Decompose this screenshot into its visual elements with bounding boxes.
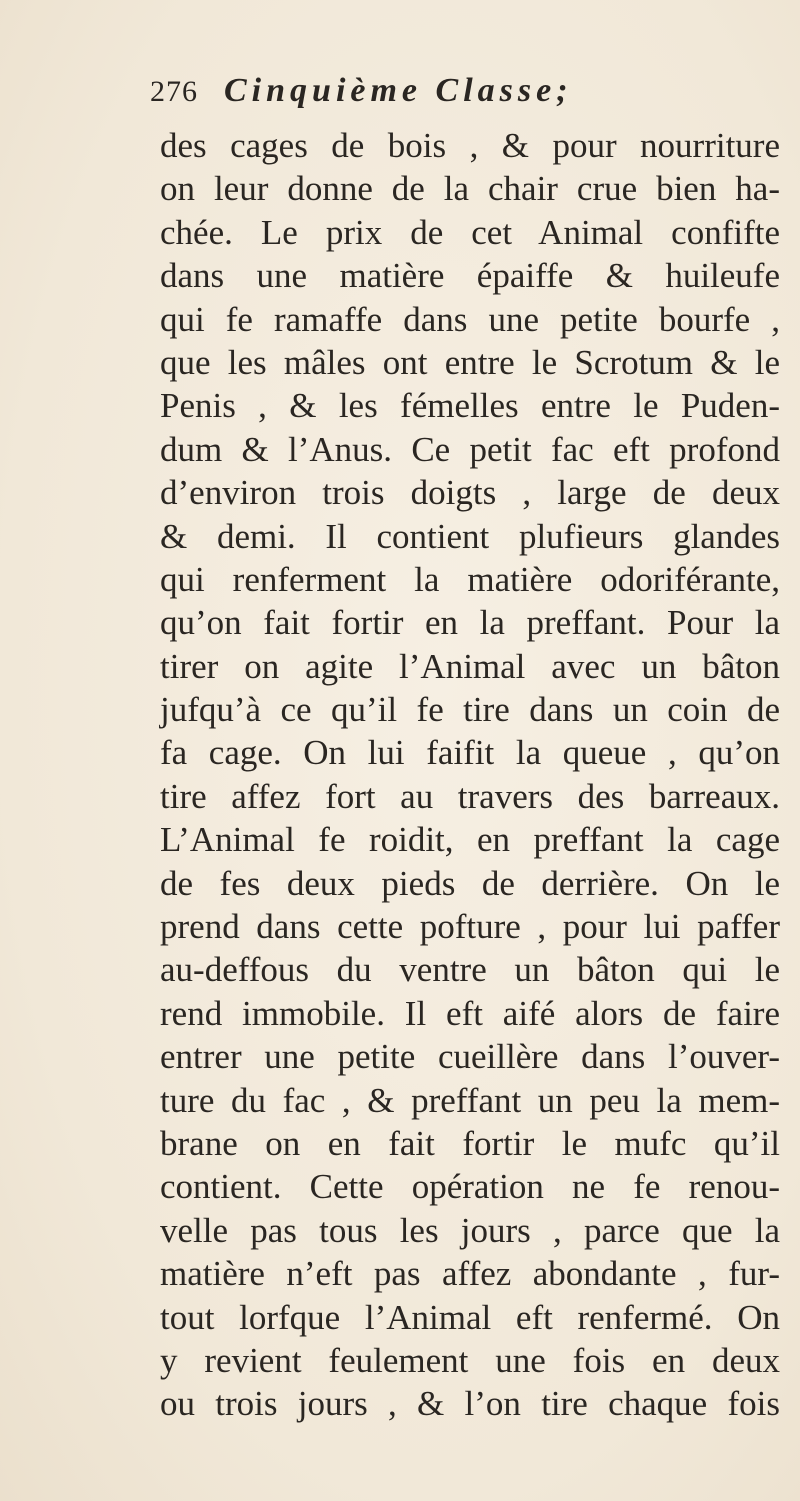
text-line: tire affez fort au travers des barreaux. [160, 776, 780, 816]
text-line: y revient feulement une fois en deux [160, 1340, 780, 1380]
text-line: matière n’eft pas affez abondante , fur- [160, 1254, 780, 1294]
running-head: Cinquième Classe; [224, 72, 573, 109]
page-number: 276 [150, 75, 198, 108]
text-line: d’environ trois doigts , large de deux [160, 473, 780, 513]
text-line: L’Animal fe roidit, en preffant la cage [160, 820, 780, 860]
text-line: au-deffous du ventre un bâton qui le [160, 950, 780, 990]
text-line: dans une matière épaiffe & huileufe [160, 256, 780, 296]
text-line: entrer une petite cueillère dans l’ouver- [160, 1037, 780, 1077]
text-line: on leur donne de la chair crue bien ha- [160, 169, 780, 209]
text-line: ou trois jours , & l’on tire chaque fois [160, 1384, 780, 1424]
text-line: ture du fac , & preffant un peu la mem- [160, 1080, 780, 1120]
text-line: chée. Le prix de cet Animal confifte [160, 212, 780, 252]
text-line: prend dans cette pofture , pour lui paffer [160, 907, 780, 947]
text-line: contient. Cette opération ne fe renou- [160, 1167, 780, 1207]
text-line: tout lorfque l’Animal eft renfermé. On [160, 1297, 780, 1337]
text-line: velle pas tous les jours , parce que la [160, 1210, 780, 1250]
text-line: tirer on agite l’Animal avec un bâton [160, 646, 780, 686]
text-line: qui renferment la matière odoriférante, [160, 559, 780, 599]
text-line: qu’on fait fortir en la preffant. Pour la [160, 603, 780, 643]
text-line: que les mâles ont entre le Scrotum & le [160, 342, 780, 382]
text-line: de fes deux pieds de derrière. On le [160, 863, 780, 903]
text-line: qui fe ramaffe dans une petite bourfe , [160, 299, 780, 339]
text-line: fa cage. On lui faifit la queue , qu’on [160, 733, 780, 773]
text-line: brane on en fait fortir le mufc qu’il [160, 1123, 780, 1163]
text-line: & demi. Il contient plufieurs glandes [160, 516, 780, 556]
text-line: rend immobile. Il eft aifé alors de faire [160, 993, 780, 1033]
body-text [160, 124, 780, 1426]
text-line: des cages de bois , & pour nourriture [160, 126, 780, 165]
text-line: Penis , & les fémelles entre le Puden- [160, 386, 780, 426]
text-line: dum & l’Anus. Ce petit fac eft profond [160, 429, 780, 469]
text-line: jufqu’à ce qu’il fe tire dans un coin de [160, 690, 780, 730]
page-header [150, 72, 790, 122]
